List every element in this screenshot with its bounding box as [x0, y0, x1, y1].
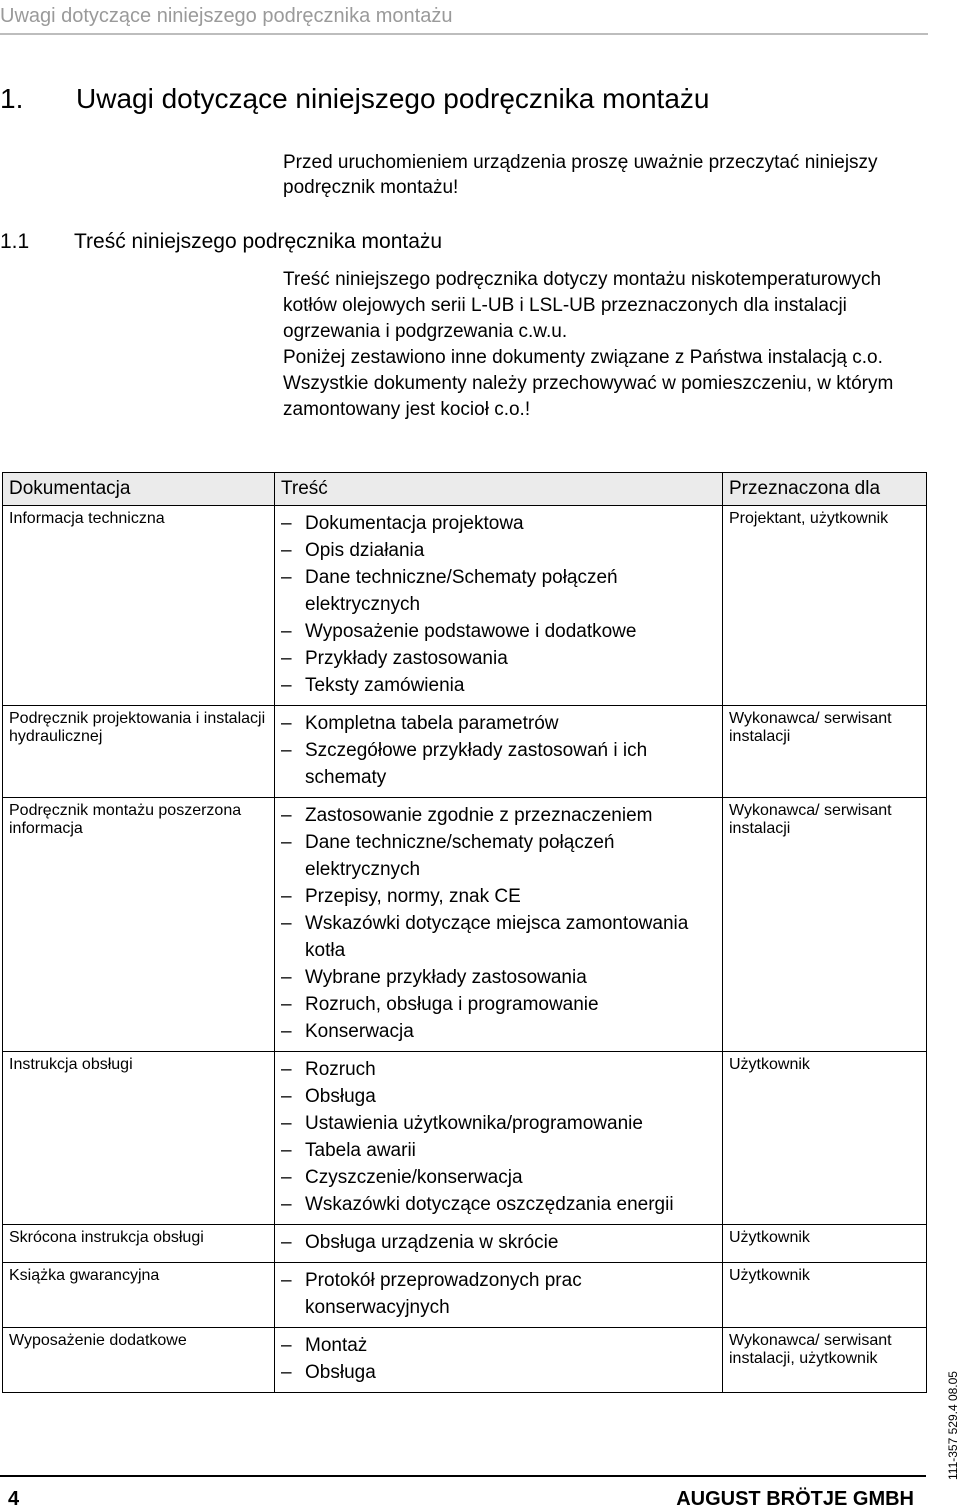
document-name-cell: Instrukcja obsługi: [3, 1052, 275, 1225]
list-item: – Dokumentacja projektowa: [281, 510, 718, 537]
documentation-table: [2, 472, 927, 1393]
list-item: – Dane techniczne/schematy połączeń elektrycznych: [281, 829, 718, 883]
list-item: – Wskazówki dotyczące oszczędzania energii: [281, 1191, 718, 1218]
content-list: [281, 802, 718, 1045]
table-body: [3, 506, 927, 1393]
list-item: – Czyszczenie/konserwacja: [281, 1164, 718, 1191]
list-item: – Obsługa: [281, 1359, 718, 1386]
section-title: Uwagi dotyczące niniejszego podręcznika montażu: [76, 83, 710, 114]
table-row: [3, 1225, 927, 1263]
content-list: [281, 1056, 718, 1218]
footer-rule: [0, 1475, 926, 1477]
content-cell: [275, 506, 723, 706]
list-item: – Tabela awarii: [281, 1137, 718, 1164]
subsection-paragraph-1: Treść niniejszego podręcznika dotyczy montażu niskotemperaturowych kotłów olejowych serii L-UB i LSL-UB przeznaczonych dla instalacji ogrzewania i podgrzewania c.w.u.: [283, 269, 882, 342]
content-cell: [275, 1328, 723, 1393]
table-row: [3, 798, 927, 1052]
subsection-body: [283, 267, 933, 423]
subsection-paragraph-2: Poniżej zestawiono inne dokumenty związane z Państwa instalacją c.o. Wszystkie dokumenty należy przechowywać w pomieszczeniu, w którym zamontowany jest kocioł c.o.!: [283, 347, 894, 420]
header-target: Przeznaczona dla: [723, 473, 927, 506]
section-heading: [0, 82, 709, 116]
document-name-cell: Informacja techniczna: [3, 506, 275, 706]
table-header-row: [3, 473, 927, 506]
list-item: – Obsługa urządzenia w skrócie: [281, 1229, 718, 1256]
list-item: – Protokół przeprowadzonych prac konserwacyjnych: [281, 1267, 718, 1321]
list-item: – Wybrane przykłady zastosowania: [281, 964, 718, 991]
list-item: – Ustawienia użytkownika/programowanie: [281, 1110, 718, 1137]
header-rule: [0, 33, 928, 35]
content-list: [281, 710, 718, 791]
company-name: AUGUST BRÖTJE GMBH: [676, 1488, 914, 1510]
target-audience-cell: Projektant, użytkownik: [723, 506, 927, 706]
list-item: – Opis działania: [281, 537, 718, 564]
content-list: [281, 1267, 718, 1321]
list-item: – Dane techniczne/Schematy połączeń elektrycznych: [281, 564, 718, 618]
table-row: [3, 1052, 927, 1225]
content-list: [281, 1229, 718, 1256]
content-list: [281, 510, 718, 699]
list-item: – Wyposażenie podstawowe i dodatkowe: [281, 618, 718, 645]
list-item: – Rozruch, obsługa i programowanie: [281, 991, 718, 1018]
content-cell: [275, 1225, 723, 1263]
table-row: [3, 1328, 927, 1393]
target-audience-cell: Użytkownik: [723, 1052, 927, 1225]
list-item: – Wskazówki dotyczące miejsca zamontowania kotła: [281, 910, 718, 964]
target-audience-cell: Wykonawca/ serwisant instalacji: [723, 798, 927, 1052]
table-row: [3, 1263, 927, 1328]
list-item: – Przykłady zastosowania: [281, 645, 718, 672]
target-audience-cell: Użytkownik: [723, 1225, 927, 1263]
page-number: 4: [8, 1488, 20, 1510]
content-cell: [275, 798, 723, 1052]
section-number: 1.: [0, 83, 24, 114]
list-item: – Montaż: [281, 1332, 718, 1359]
table-row: [3, 506, 927, 706]
target-audience-cell: Wykonawca/ serwisant instalacji, użytkownik: [723, 1328, 927, 1393]
list-item: – Przepisy, normy, znak CE: [281, 883, 718, 910]
subsection-title: Treść niniejszego podręcznika montażu: [74, 230, 443, 253]
document-name-cell: Podręcznik montażu poszerzona informacja: [3, 798, 275, 1052]
document-code-text: 111-357 529.4 08.05: [946, 1371, 960, 1480]
list-item: – Obsługa: [281, 1083, 718, 1110]
target-audience-cell: Wykonawca/ serwisant instalacji: [723, 706, 927, 798]
list-item: – Konserwacja: [281, 1018, 718, 1045]
target-audience-cell: Użytkownik: [723, 1263, 927, 1328]
header-documentation: Dokumentacja: [3, 473, 275, 506]
document-name-cell: Wyposażenie dodatkowe: [3, 1328, 275, 1393]
document-name-cell: Podręcznik projektowania i instalacji hydraulicznej: [3, 706, 275, 798]
header-content: Treść: [275, 473, 723, 506]
running-header: Uwagi dotyczące niniejszego podręcznika montażu: [0, 5, 453, 27]
document-code: [946, 1330, 960, 1480]
list-item: – Zastosowanie zgodnie z przeznaczeniem: [281, 802, 718, 829]
subsection-heading: [0, 229, 442, 255]
content-cell: [275, 1263, 723, 1328]
document-name-cell: Książka gwarancyjna: [3, 1263, 275, 1328]
section-intro: Przed uruchomieniem urządzenia proszę uważnie przeczytać niniejszy podręcznik montażu!: [283, 152, 878, 198]
content-list: [281, 1332, 718, 1386]
content-cell: [275, 706, 723, 798]
list-item: – Teksty zamówienia: [281, 672, 718, 699]
list-item: – Szczegółowe przykłady zastosowań i ich schematy: [281, 737, 718, 791]
list-item: – Kompletna tabela parametrów: [281, 710, 718, 737]
document-name-cell: Skrócona instrukcja obsługi: [3, 1225, 275, 1263]
table-row: [3, 706, 927, 798]
content-cell: [275, 1052, 723, 1225]
subsection-number: 1.1: [0, 230, 30, 253]
list-item: – Rozruch: [281, 1056, 718, 1083]
